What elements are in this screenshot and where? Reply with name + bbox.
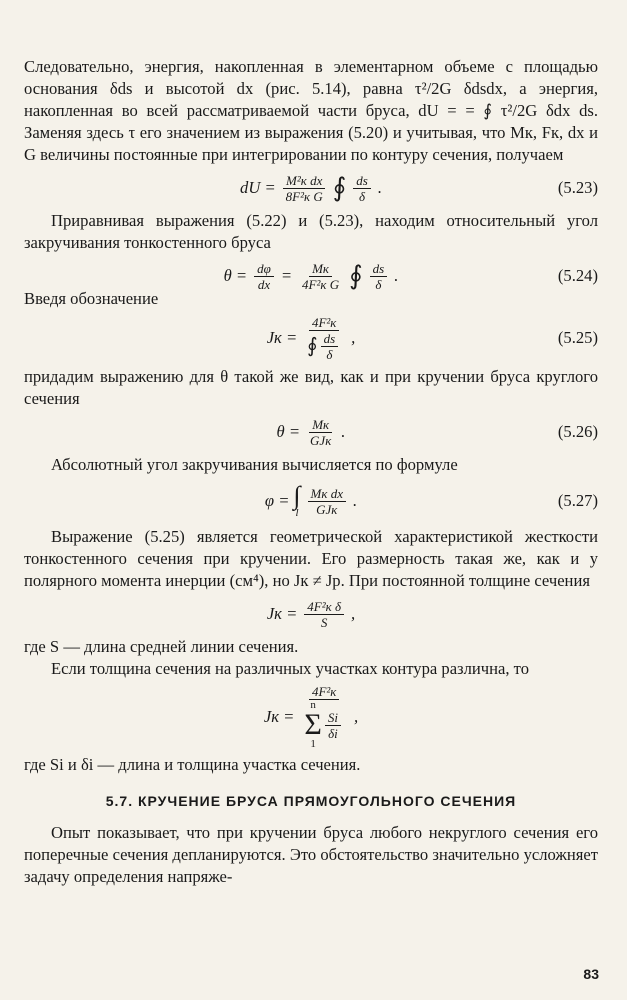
eq-num: 4F²к δ: [304, 599, 344, 615]
eq-den: dx: [257, 276, 271, 292]
eq-lhs: Jк =: [263, 707, 295, 726]
eq-tail: ,: [353, 707, 359, 726]
eq-lhs: φ =: [264, 491, 290, 510]
contour-integral-icon: ∮: [307, 335, 318, 357]
paragraph-2: Приравнивая выражения (5.22) и (5.23), находим относительный угол закручивания тонкостенного бруса: [24, 211, 598, 252]
eq-den: GJк: [310, 432, 332, 448]
eq-num: 4F²к: [309, 315, 339, 331]
paragraph-8: Если толщина сечения на различных участках контура различна, то: [51, 659, 529, 678]
sum-sigma: Σ: [304, 708, 322, 741]
equation-5-24: [24, 254, 598, 298]
paragraph-3: Введя обозначение: [24, 289, 159, 308]
eq-tail: .: [352, 491, 358, 510]
equation-label: (5.26): [557, 422, 598, 441]
equation-label: (5.25): [557, 328, 598, 347]
paragraph-10: Опыт показывает, что при кручении бруса любого некруглого сечения его поперечные сечения депланируются. Это обстоятельство значительно усложняет задачу определения напряже-: [24, 823, 598, 886]
eq-lhs: θ =: [276, 422, 301, 441]
sum-top: n: [310, 699, 316, 711]
eq-den: δ: [375, 276, 382, 292]
eq-num: Mк: [309, 417, 332, 433]
eq-den: GJк: [316, 501, 338, 517]
equation-5-23: [24, 166, 598, 210]
paragraph-6: Выражение (5.25) является геометрической характеристикой жесткости тонкостенного сечения при кручении. Его размерность такая же, как и у полярного момента инерции (см⁴), но Jк ≠ Jp. При постоянной толщине сечения: [24, 527, 598, 590]
eq-lhs: Jк =: [266, 604, 298, 623]
eq-den: [301, 700, 347, 750]
eq-num: ds: [353, 173, 371, 189]
eq-den: S: [320, 614, 328, 630]
integral-icon: ∫: [293, 480, 301, 510]
equation-label: (5.24): [557, 266, 598, 285]
sum-bottom: 1: [310, 738, 316, 750]
section-heading: 5.7. КРУЧЕНИЕ БРУСА ПРЯМОУГОЛЬНОГО СЕЧЕНИЯ: [105, 793, 517, 809]
eq-den: δi: [328, 725, 338, 741]
eq-den: δ: [359, 188, 366, 204]
eq-num: dφ: [254, 261, 274, 277]
contour-integral-icon: ∮: [349, 261, 363, 290]
eq-den: δ: [326, 346, 333, 362]
eq-tail: .: [377, 178, 382, 197]
eq-tail: ,: [351, 604, 356, 623]
eq-tail: .: [341, 422, 346, 441]
equation-5-26: [24, 410, 598, 454]
eq-lhs: dU =: [240, 178, 276, 197]
eq-num: Si: [325, 710, 341, 726]
summation-icon: [304, 700, 321, 750]
eq-tail: ,: [351, 328, 356, 347]
paragraph-4: придадим выражению для θ такой же вид, как и при кручении бруса круглого сечения: [24, 367, 598, 408]
eq-lhs: Jк =: [266, 328, 298, 347]
eq-num: ds: [321, 331, 339, 347]
eq-equals: =: [280, 266, 293, 285]
equation-5-27: [24, 476, 598, 526]
paragraph-5: Абсолютный угол закручивания вычисляется по формуле: [51, 455, 458, 474]
equation-jk-sum: [24, 680, 598, 754]
page-body: [24, 56, 598, 888]
eq-den: 4F²к G: [302, 276, 340, 292]
eq-den: 8F²к G: [285, 188, 323, 204]
equation-label: (5.23): [557, 178, 598, 197]
contour-integral-icon: ∮: [332, 173, 347, 202]
equation-5-25: [24, 310, 598, 366]
paragraph-1: Следовательно, энергия, накопленная в элементарном объеме с площадью основания δds и высотой dx (рис. 5.14), равна τ²/2G δdsdx, а энергия, накопленная во всей рассматриваемой части бруса, dU = = ∮ τ²/2G δdx ds. Заменяя здесь τ его значением из выражения (5.20) и учитывая, что Mк, Fк, dx и G величины постоянные при интегрировании по контуру сечения, получаем: [24, 57, 598, 164]
eq-num: ds: [370, 261, 388, 277]
eq-tail: .: [394, 266, 399, 285]
paragraph-7: где S — длина средней линии сечения.: [24, 637, 299, 656]
eq-num: Mк: [309, 261, 332, 277]
eq-den: [304, 331, 344, 362]
paragraph-9: где Si и δi — длина и толщина участка сечения.: [24, 755, 361, 774]
eq-lhs: θ =: [223, 266, 248, 285]
eq-num: Mк dx: [308, 486, 346, 502]
eq-sub: l: [295, 506, 299, 519]
eq-num: 4F²к: [309, 684, 339, 700]
eq-num: M²к dx: [283, 173, 325, 189]
equation-jk-constant: [24, 592, 598, 636]
page-number: 83: [583, 966, 599, 982]
equation-label: (5.27): [557, 491, 598, 510]
